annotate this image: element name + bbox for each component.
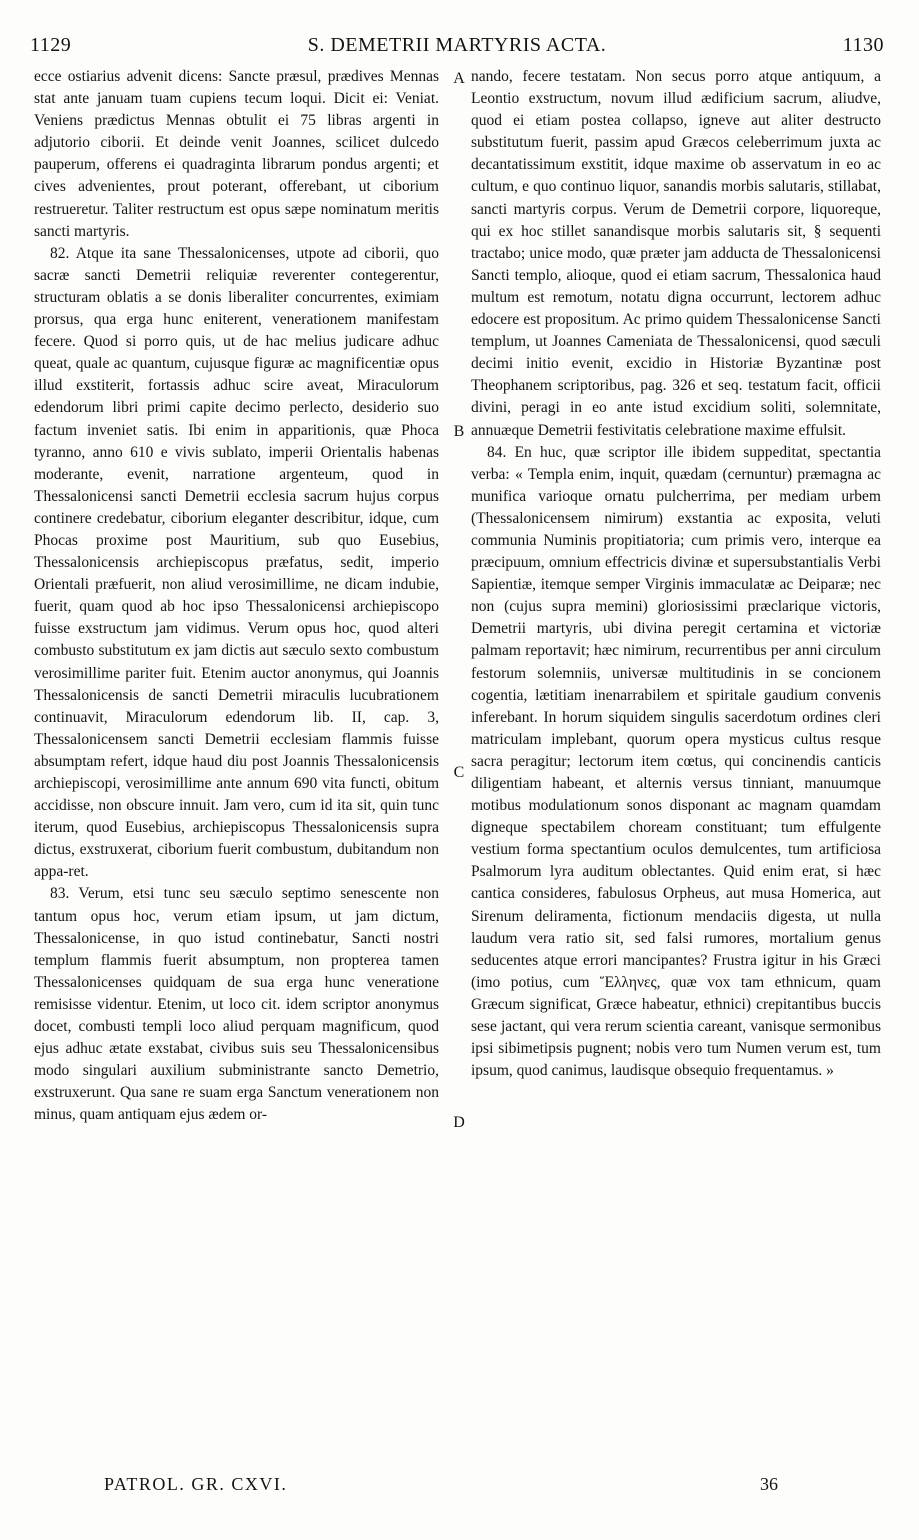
left-paragraph-1: ecce ostiarius advenit dicens: Sancte præsul, prædives Mennas stat ante januam tuam cupiens tecum loqui. Dicit ei: Veniat. Veniens prædictus Mennas obtulit ei 75 libras argenti in adjutorio ciborii. Et deinde venit Joannes, scilicet dulcedo pauperum, offerens ei quadraginta librarum pondus argenti; et cives advenientes, prout poterant, offerebant, ut ciborium restrueretur. Taliter restructum est opus sæpe nominatum meritis sancti martyris. (34, 68, 439, 240)
left-column (34, 66, 439, 1127)
margin-mark-a: A (453, 70, 465, 87)
right-paragraph-84: 84. En huc, quæ scriptor ille ibidem suppeditat, spectantia verba: « Templa enim, inquit, quædam (cernuntur) præmagna ac munifica varioque ornatu pulcherrima, per mediam urbem (Thessalonicensem nimirum) exstantia ac exposita, veluti communia Numinis propitiatoria; cum primis vero, interque ea præcipuum, omnium effectricis divinæ et supersubstantialis Verbi Sapientiæ, itemque semper Virginis immaculatæ ac Deiparæ; nec non (cujus supra memini) gloriosissimi præclarique victoris, Demetrii martyris, ubi divina peregit certamina et victoriæ palmam reportavit; hæc nimirum, recurrentibus per anni circulum festorum solemniis, universæ multitudinis in se concionem cogentia, lætitiam inenarrabilem et spiritale gaudium convenis inferebant. In horum siquidem singulis sacerdotum ordines cleri matriculam implebant, quorum opera mysticus cultus resque sacra peragitur; lectorum item cœtus, qui concinendis canticis diligentiam habeant, et alternis versus tinniant, manuumque motibus modulationum sonos disponant ac magnam quamdam digneque spectabilem choream constituant; tum effulgente vestium forma spectantium oculos demulcentes, tum artificiosa Psalmorum lyra auditum oblectantes. Quid enim erat, si hæc cantica consideres, fabulosus Orpheus, aut musa Homerica, aut Sirenum deliramenta, fictionum mendaciis digesta, ut nulla laudum vera ratio sit, sed falsi rumores, mortalium genus seducentes atque errori mancipantes? Frustra igitur in his Græci (imo potius, cum Ἕλληνες, quæ vox tam ethnicum, quam Græcum significat, Græce habeatur, ethnici) crepitantibus buccis sese jactant, qui vera rerum scientia careant, vanisque sermonibus ipsi sibimetipsis pugnent; nobis vero tum Numen verum est, tum ipsum, quod canimus, laudisque obsequio frequentamus. » (471, 443, 881, 1080)
footer-signature: 36 (760, 1474, 778, 1494)
running-title: S. DEMETRII MARTYRIS ACTA. (307, 34, 607, 56)
page-number-right: 1130 (842, 34, 884, 56)
left-paragraph-82: 82. Atque ita sane Thessalonicenses, utpote ad ciborii, quo sacræ sancti Demetrii reliquiæ reverenter contegerentur, structuram oblatis a se donis liberaliter concurrentes, eximiam prorsus, qua erga hunc eniterent, venerationem manifestam fecere. Quod si porro quis, ut de hac melius judicare adhuc queat, quale ac quantum, cujusque figuræ ac magnificentiæ opus illud exstiterit, fortassis adhuc scire aveat, Miraculorum edendorum libri primi capite decimo perlecto, desiderio suo factum inveniet satis. Ibi enim in apparitionis, quæ Phoca tyranno, anno 610 e vivis sublato, imperii Orientalis habenas moderante, evenit, narratione argenteum, quod in Thessalonicensi sancti Demetrii ecclesia sacrum hujus corpus continere credebatur, ciborium eleganter describitur, idque, cum Phocas proxime post Mauritium, sub quo Eusebius, Thessalonicensis archiepiscopus præfatus, sedit, imperio Orientali præfuerit, non aliud verosimillime, ne dicam indubie, fuerit, quam quod ab hoc ipso Thessalonicensi archiepiscopo fuisse exstructum jam vidimus. Verum opus hoc, quod alteri combusto substitutum ex jam dictis aut sæculo sexto combustum verosimillime pariter fuit. Etenim auctor anonymus, qui Joannis Thessalonicensis de sancti Demetrii miraculis lucubrationem continuavit, Miraculorum edendorum lib. II, cap. 3, Thessalonicensem sancti Demetrii ecclesiam flammis fuisse absumptam refert, idque haud diu post Joannis Thessalonicensis archiepiscopi, verosimillime ante annum 690 vita functi, obitum accidisse, non obscure innuit. Jam vero, cum id ita sit, quin tunc iterum, quod Eusebius, archiepiscopus Thessalonicensis supra dictus, exstruxerat, ciborium fuerit combustum, dubitandum non appa-ret. (34, 244, 439, 881)
right-paragraph-1: nando, fecere testatam. Non secus porro atque antiquum, a Leontio exstructum, novum illud ædificium sacrum, aliudve, quod ei etiam postea collapso, igneve aut aliter destructo substitutum fuerit, passim apud Græcos celeberrimum juxta ac decantatissimum exstitit, idque maxime ob asservatum in eo ac cultum, e quo continuo liquor, sanandis morbis salutaris, stillabat, sancti martyris corpus. Verum de Demetrii corpore, liquoreque, qui ex hoc stillet sanandisque morbis salutaris sit, § sequenti tractabo; unice modo, quæ præter jam adducta de Thessalonicensi Sancti templo, alioque, quod ei etiam sacrum, Thessalonica haud multum est remotum, notatu digna occurrunt, lectorem adhuc edocere est propositum. Ac primo quidem Thessalonicense Sancti templum, ut Joannes Cameniata de Thessalonicensi, quod sæculi decimi initio evenit, excidio in Historiæ Byzantinæ post Theophanem scriptoribus, pag. 326 et seq. testatum facit, officii divini, peragi in eo ante istud excidium soliti, solemnitate, annuæque Demetrii festivitatis celebratione maxime effulsit. (471, 68, 881, 439)
margin-mark-d: D (453, 1114, 465, 1131)
left-paragraph-83: 83. Verum, etsi tunc seu sæculo septimo senescente non tantum opus hoc, verum etiam ipsum, ut jam dictum, Thessalonicense, in quo istud continebatur, Sancti nostri templum flammis fuerit absumptum, non propterea tamen Thessalonicenses quidquam de sua erga hunc veneratione remisisse videntur. Etenim, ut loco cit. idem scriptor anonymus docet, combusti templi loco aliud perquam magnificum, quod ejus adhuc ætate exstabat, civibus suis seu Thessalonicensibus modo singulari auxilium subministrante sancto Demetrio, exstruxerunt. Qua sane re suam erga Sanctum venerationem non minus, quam antiquam ejus ædem or- (34, 885, 439, 1124)
page-number-left: 1129 (30, 34, 72, 56)
margin-mark-b: B (453, 423, 465, 440)
right-column (471, 66, 881, 1082)
running-header (30, 34, 884, 60)
margin-mark-c: C (453, 764, 465, 781)
footer-series: PATROL. GR. CXVI. (104, 1474, 288, 1494)
